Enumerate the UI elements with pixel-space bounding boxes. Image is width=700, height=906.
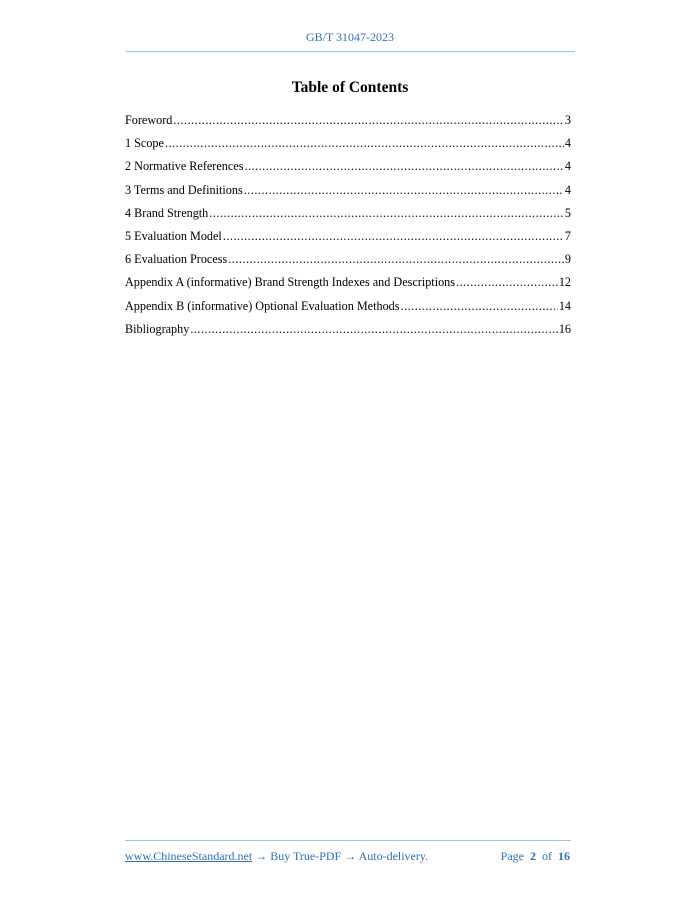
dot-leader [173,111,564,129]
toc-entry-normative-references[interactable] [125,157,571,180]
toc-entry-scope[interactable] [125,134,571,157]
toc-entry-page: 7 [564,228,571,243]
dot-leader [244,181,564,199]
website-link[interactable]: www.ChineseStandard.net [125,849,253,863]
dot-leader [190,320,557,338]
toc-entry-label: 4 Brand Strength [125,205,209,220]
toc-entry-label: Appendix B (informative) Optional Evaluation Methods [125,298,400,313]
toc-entry-page: 4 [564,182,571,197]
toc-entry-label: 2 Normative References [125,159,244,174]
toc-entry-page: 12 [558,275,571,290]
toc-entry-label: 3 Terms and Definitions [125,182,243,197]
footer-divider [125,840,571,841]
dot-leader [228,250,564,268]
dot-leader [223,227,564,245]
toc-entry-page: 4 [564,159,571,174]
page-of-label: of [542,849,552,863]
total-page-count: 16 [558,849,570,863]
page-number [501,849,570,864]
dot-leader [401,297,558,315]
toc-entry-evaluation-process[interactable] [125,250,571,273]
current-page-number: 2 [530,849,536,863]
toc-entry-label: 5 Evaluation Model [125,228,222,243]
toc-entry-bibliography[interactable] [125,320,571,343]
toc-entry-terms-and-definitions[interactable] [125,181,571,204]
toc-entry-foreword[interactable] [125,111,571,134]
page-title: Table of Contents [291,79,409,96]
toc-entry-label: 6 Evaluation Process [125,252,228,267]
running-header: GB/T 31047-2023 [305,30,395,44]
toc-entry-page: 5 [564,205,571,220]
toc-entry-brand-strength[interactable] [125,204,571,227]
toc-entry-page: 9 [564,252,571,267]
toc-entry-label: Appendix A (informative) Brand Strength Indexes and Descriptions [125,275,456,290]
toc-entry-appendix-a[interactable] [125,273,571,296]
dot-leader [244,157,563,175]
table-of-contents [125,111,571,343]
toc-entry-label: Foreword [125,113,173,127]
toc-entry-page: 3 [564,113,571,127]
toc-entry-page: 16 [558,321,571,336]
toc-entry-label: 1 Scope [125,136,164,151]
footer-promo [125,849,428,864]
footer-tagline: → Buy True-PDF → Auto-delivery. [252,849,429,863]
dot-leader [456,273,558,291]
toc-entry-label: Bibliography [125,321,190,336]
toc-entry-evaluation-model[interactable] [125,227,571,250]
toc-entry-appendix-b[interactable] [125,297,571,320]
dot-leader [209,204,564,222]
page-prefix: Page [500,849,524,863]
toc-entry-page: 14 [558,298,571,313]
toc-entry-page: 4 [564,136,571,151]
dot-leader [165,134,564,152]
header-divider [125,51,575,52]
